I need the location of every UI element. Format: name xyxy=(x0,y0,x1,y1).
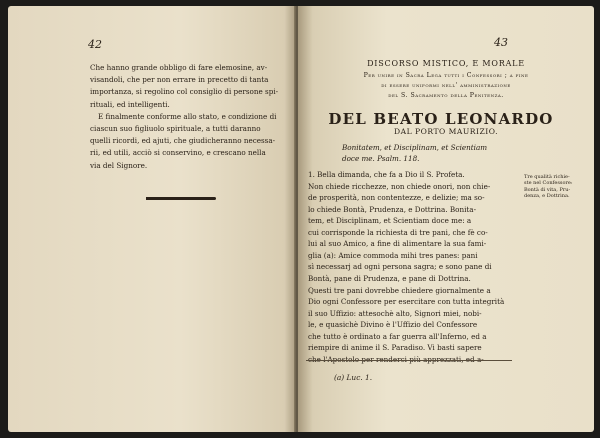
body-line: glia (a): Amice commoda mihi tres panes: pani xyxy=(308,250,478,260)
subheading-line: Per unire in Sacra Lega tutti i Confessori ; a fine xyxy=(363,72,529,79)
body-line: Bontà, pane di Prudenza, e pane di Dottrina. xyxy=(308,273,471,283)
text-line: quelli ricordi, ed ajuti, che giudicheranno necessa- xyxy=(90,136,276,146)
author-origin: DAL PORTO MAURIZIO. xyxy=(394,127,498,136)
left-page xyxy=(8,6,296,432)
body-line: le, e quasichè Divino è l'Uffizio del Confessore xyxy=(308,320,478,330)
subheading-line: di essere uniformi nell' amministrazione xyxy=(381,82,511,89)
body-line: lui al suo Amico, a fine di alimentare la sua fami- xyxy=(308,239,487,249)
ornamental-rule xyxy=(146,197,216,200)
right-page-number: 43 xyxy=(494,36,508,49)
discourse-heading: DISCORSO MISTICO, E MORALE xyxy=(367,59,525,68)
body-line: riempire di anime il S. Paradiso. Vi basti sapere xyxy=(308,343,482,353)
margin-note-line: Tre qualità richie- xyxy=(524,174,570,180)
text-line: Che hanno grande obbligo di fare elemosine, av- xyxy=(90,63,268,72)
margin-note-line: Bontà di vita, Pru- xyxy=(524,186,571,193)
body-line: cui corrisponde la richiesta di tre pani, che fè co- xyxy=(308,227,488,237)
text-line: via del Signore. xyxy=(90,160,148,170)
footnote: (a) Luc. 1. xyxy=(334,373,373,382)
margin-note-line: ste nel Confessore: xyxy=(524,180,573,187)
body-line: tem, et Disciplinam, et Scientiam doce me: a xyxy=(308,216,472,226)
body-line: 1. Bella dimanda, che fa a Dio il S. Profeta. xyxy=(308,170,465,179)
body-line: che tutto è ordinato a far guerra all'Inferno, ed a xyxy=(308,331,487,341)
body-line: Dio ogni Confessore per esercitare con tutta integrità xyxy=(308,297,505,307)
body-line: de prosperità, non contentezze, e delizie; ma so- xyxy=(308,193,485,203)
subheading-line: del S. Sacramento della Penitenza. xyxy=(388,92,504,99)
margin-note-line: denza, e Dottrina. xyxy=(524,193,570,200)
epigraph-line: Bonitatem, et Disciplinam, et Scientiam xyxy=(342,143,488,152)
body-line: Non chiede ricchezze, non chiede onori, non chie- xyxy=(308,181,491,191)
text-line: rituali, ed intelligenti. xyxy=(90,99,170,109)
text-line: rii, ed utili, acciò si conservino, e crescano nella xyxy=(90,148,266,158)
body-line: sì necessarj ad ogni persona sagra; e sono pane di xyxy=(308,262,492,272)
text-line: ciascun suo figliuolo spirituale, a tutti daranno xyxy=(90,124,261,133)
body-line: il suo Uffizio: attesochè alto, Signori miei, nobi- xyxy=(308,308,482,318)
epigraph-line: doce me. Psalm. 118. xyxy=(342,154,420,163)
text-line: importanza, si regolino col consiglio di persone spi- xyxy=(90,87,279,97)
left-page-number: 42 xyxy=(88,38,102,51)
footnote-rule xyxy=(306,360,512,361)
text-line: visandoli, che per non errare in precetto di tanta xyxy=(90,75,269,85)
text-line: E finalmente conforme allo stato, e condizione di xyxy=(98,111,277,121)
right-page xyxy=(298,6,594,432)
body-line: Questi tre pani dovrebbe chiedere giornalmente a xyxy=(308,285,491,295)
body-line: lo chiede Bontà, Prudenza, e Dottrina. Bonita- xyxy=(308,204,477,214)
author-title: DEL BEATO LEONARDO xyxy=(328,110,554,128)
